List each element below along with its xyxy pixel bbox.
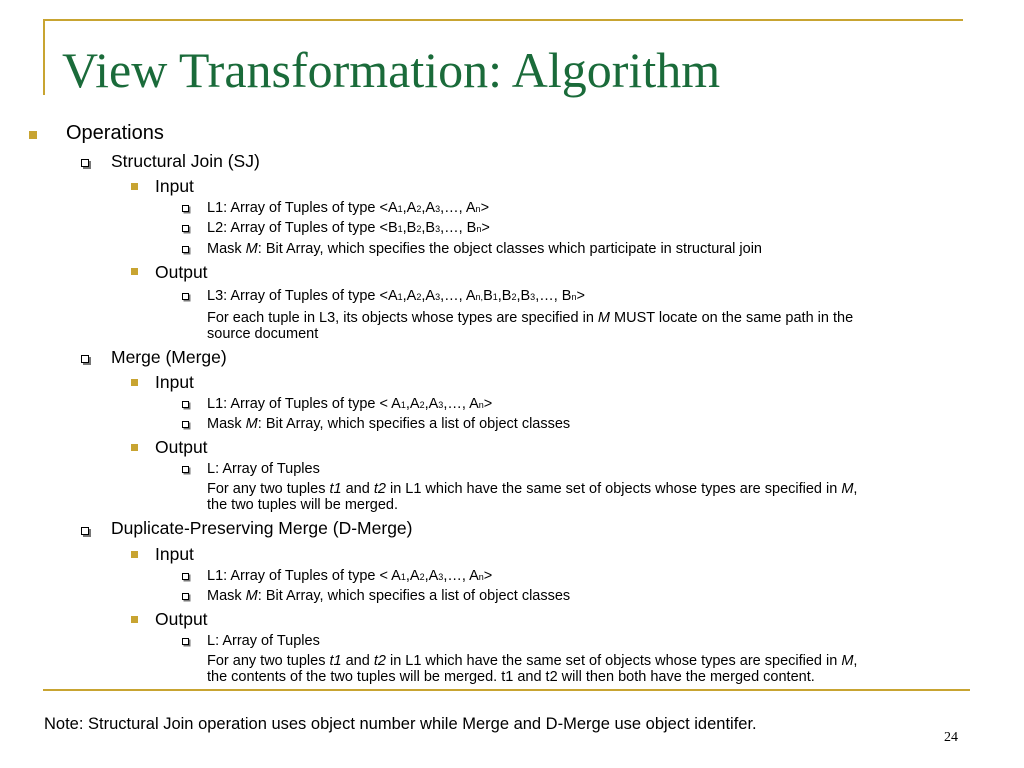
- bullet-square-icon: [131, 183, 138, 190]
- dmerge-output-label: Output: [155, 609, 208, 629]
- dmerge-input-mask: Mask M: Bit Array, which specifies a list of object classes: [207, 588, 571, 604]
- frame-left-rule: [43, 19, 45, 95]
- slide-title: View Transformation: Algorithm: [62, 42, 721, 98]
- frame-top-rule: [43, 19, 963, 21]
- sj-output-l3: L3: Array of Tuples of type <A1,A2,A3,…, An,B1,B2,B3,…, Bn>: [207, 288, 585, 304]
- hollow-square-bullet-icon: [182, 246, 189, 253]
- bullet-square-icon: [131, 551, 138, 558]
- bullet-square-icon: [131, 444, 138, 451]
- bullet-square-icon: [131, 379, 138, 386]
- hollow-square-bullet-icon: [182, 638, 189, 645]
- dmerge-input-label: Input: [155, 544, 194, 564]
- merge-input-mask: Mask M: Bit Array, which specifies a list of object classes: [207, 416, 571, 432]
- sj-output-label: Output: [155, 262, 208, 282]
- dmerge-output-l: L: Array of Tuples: [207, 633, 320, 649]
- merge-input-label: Input: [155, 372, 194, 392]
- bullet-square-icon: [131, 616, 138, 623]
- sj-input-mask: Mask M: Bit Array, which specifies the object classes which participate in structural join: [207, 241, 762, 257]
- hollow-square-bullet-icon: [182, 573, 189, 580]
- heading-d-merge: Duplicate-Preserving Merge (D-Merge): [111, 518, 413, 538]
- hollow-square-bullet-icon: [182, 401, 189, 408]
- merge-output-description: For any two tuples t1 and t2 in L1 which have the same set of objects whose types are specified in M,: [207, 481, 858, 497]
- hollow-square-bullet-icon: [182, 466, 189, 473]
- hollow-square-bullet-icon: [182, 225, 189, 232]
- sj-output-description: For each tuple in L3, its objects whose types are specified in M MUST locate on the same path in the: [207, 310, 854, 326]
- merge-output-description-cont: the two tuples will be merged.: [207, 497, 399, 513]
- dmerge-output-description-cont: the contents of the two tuples will be merged. t1 and t2 will then both have the merged content.: [207, 669, 815, 685]
- hollow-square-bullet-icon: [81, 527, 89, 535]
- sj-input-l1: L1: Array of Tuples of type <A1,A2,A3,…, An>: [207, 200, 490, 216]
- heading-structural-join: Structural Join (SJ): [111, 151, 260, 171]
- merge-input-l1: L1: Array of Tuples of type < A1,A2,A3,…, An>: [207, 396, 493, 412]
- hollow-square-bullet-icon: [182, 205, 189, 212]
- footnote: Note: Structural Join operation uses object number while Merge and D-Merge use object identifer.: [44, 715, 757, 733]
- merge-output-l: L: Array of Tuples: [207, 461, 320, 477]
- merge-output-label: Output: [155, 437, 208, 457]
- dmerge-input-l1: L1: Array of Tuples of type < A1,A2,A3,…, An>: [207, 568, 493, 584]
- sj-input-label: Input: [155, 176, 194, 196]
- hollow-square-bullet-icon: [182, 593, 189, 600]
- hollow-square-bullet-icon: [81, 159, 89, 167]
- frame-bottom-rule: [43, 689, 970, 691]
- page-number: 24: [944, 730, 958, 745]
- heading-merge: Merge (Merge): [111, 347, 227, 367]
- hollow-square-bullet-icon: [81, 355, 89, 363]
- hollow-square-bullet-icon: [182, 421, 189, 428]
- hollow-square-bullet-icon: [182, 293, 189, 300]
- sj-input-l2: L2: Array of Tuples of type <B1,B2,B3,…, Bn>: [207, 220, 490, 236]
- sj-output-description-cont: source document: [207, 326, 319, 342]
- dmerge-output-description: For any two tuples t1 and t2 in L1 which have the same set of objects whose types are specified in M,: [207, 653, 858, 669]
- bullet-operations: Operations: [66, 122, 164, 144]
- bullet-square-icon: [29, 131, 37, 139]
- bullet-square-icon: [131, 268, 138, 275]
